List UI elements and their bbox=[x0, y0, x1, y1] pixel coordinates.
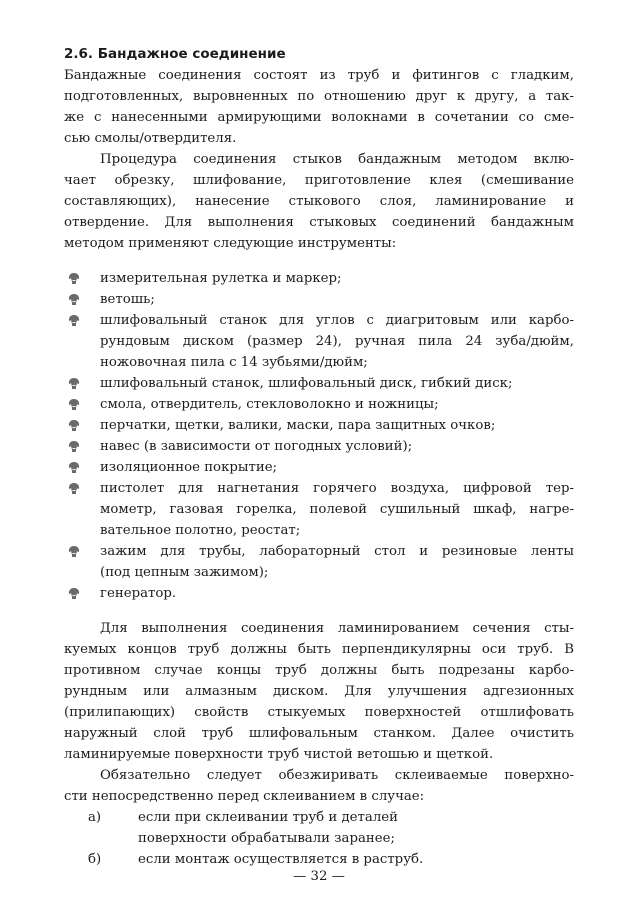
text-line: (под цепным зажимом); bbox=[100, 565, 269, 580]
page-number: — 32 — bbox=[293, 869, 345, 884]
shell-icon bbox=[68, 587, 80, 600]
text-line: измерительная рулетка и маркер; bbox=[100, 271, 342, 286]
text-line: шлифовальный станок для углов с диагритовым или карбо- bbox=[100, 313, 574, 328]
text-line: генератор. bbox=[100, 586, 177, 601]
text-line: противном случае концы труб должны быть подрезаны карбо- bbox=[64, 663, 574, 678]
text-line: шлифовальный станок, шлифовальный диск, гибкий диск; bbox=[100, 376, 513, 391]
text-line: перчатки, щетки, валики, маски, пара защитных очков; bbox=[100, 418, 496, 433]
text-line: Процедура соединения стыков бандажным методом вклю- bbox=[100, 152, 574, 167]
text-line: методом применяют следующие инструменты: bbox=[64, 236, 397, 251]
list-item bbox=[64, 583, 574, 604]
text-line: если при склеивании труб и деталей bbox=[138, 810, 399, 825]
text-line: поверхности обрабатывали заранее; bbox=[138, 831, 395, 846]
shell-icon bbox=[68, 461, 80, 474]
list-item bbox=[64, 310, 574, 373]
text-line: навес (в зависимости от погодных условий); bbox=[100, 439, 413, 454]
text-line: же с нанесенными армирующими волокнами в сочетании со сме- bbox=[64, 110, 574, 125]
text-line: пистолет для нагнетания горячего воздуха, цифровой тер- bbox=[100, 481, 574, 496]
text-line: Для выполнения соединения ламинированием сечения сты- bbox=[100, 621, 574, 636]
text-line: вательное полотно, реостат; bbox=[100, 523, 301, 538]
list-item bbox=[64, 541, 574, 583]
section-heading: 2.6. Бандажное соединение bbox=[64, 46, 286, 62]
text-line: наружный слой труб шлифовальным станком. Далее очистить bbox=[64, 726, 574, 741]
shell-icon bbox=[68, 293, 80, 306]
list-item bbox=[64, 394, 574, 415]
procedure-paragraph bbox=[64, 149, 574, 254]
text-line: составляющих), нанесение стыкового слоя, ламинирование и bbox=[64, 194, 574, 209]
shell-icon bbox=[68, 314, 80, 327]
text-line: подготовленных, выровненных по отношению друг к другу, а так- bbox=[64, 89, 574, 104]
text-line: рундовым диском (размер 24), ручная пила 24 зуба/дюйм, bbox=[100, 334, 574, 349]
shell-icon bbox=[68, 419, 80, 432]
text-line: ветошь; bbox=[100, 292, 155, 307]
text-line: сью смолы/отвердителя. bbox=[64, 131, 237, 146]
text-line: сти непосредственно перед склеиванием в случае: bbox=[64, 789, 425, 804]
text-line: смола, отвердитель, стекловолокно и ножницы; bbox=[100, 397, 439, 412]
list-item bbox=[64, 373, 574, 394]
text-line: чает обрезку, шлифование, приготовление клея (смешивание bbox=[64, 173, 574, 188]
list-item bbox=[64, 457, 574, 478]
text-line: Обязательно следует обезжиривать склеиваемые поверхно- bbox=[100, 768, 574, 783]
text-line: ножовочная пила с 14 зубьями/дюйм; bbox=[100, 355, 368, 370]
text-line: мометр, газовая горелка, полевой сушильный шкаф, нагре- bbox=[100, 502, 574, 517]
shell-icon bbox=[68, 272, 80, 285]
text-line: рундным или алмазным диском. Для улучшения адгезионных bbox=[64, 684, 574, 699]
shell-icon bbox=[68, 398, 80, 411]
list-marker: а) bbox=[88, 810, 102, 825]
text-line: ламинируемые поверхности труб чистой ветошью и щеткой. bbox=[64, 747, 494, 762]
shell-icon bbox=[68, 377, 80, 390]
list-item bbox=[64, 478, 574, 541]
list-item bbox=[64, 289, 574, 310]
list-item bbox=[64, 436, 574, 457]
text-line: зажим для трубы, лабораторный стол и резиновые ленты bbox=[100, 544, 574, 559]
list-marker: б) bbox=[88, 852, 102, 867]
cases-list bbox=[64, 807, 574, 870]
tools-list bbox=[64, 268, 574, 604]
list-item bbox=[64, 415, 574, 436]
text-line: (прилипающих) свойств стыкуемых поверхностей отшлифовать bbox=[64, 705, 574, 720]
shell-icon bbox=[68, 545, 80, 558]
shell-icon bbox=[68, 482, 80, 495]
list-item bbox=[64, 268, 574, 289]
document-page bbox=[64, 44, 574, 870]
degrease-paragraph bbox=[64, 765, 574, 807]
intro-paragraph bbox=[64, 65, 574, 149]
text-line: изоляционное покрытие; bbox=[100, 460, 278, 475]
lamination-paragraph bbox=[64, 618, 574, 765]
text-line: если монтаж осуществляется в раструб. bbox=[138, 852, 424, 867]
shell-icon bbox=[68, 440, 80, 453]
text-line: куемых концов труб должны быть перпендикулярны оси труб. В bbox=[64, 642, 574, 657]
text-line: отвердение. Для выполнения стыковых соединений бандажным bbox=[64, 215, 574, 230]
text-line: Бандажные соединения состоят из труб и фитингов с гладким, bbox=[64, 68, 574, 83]
list-item bbox=[64, 807, 574, 849]
